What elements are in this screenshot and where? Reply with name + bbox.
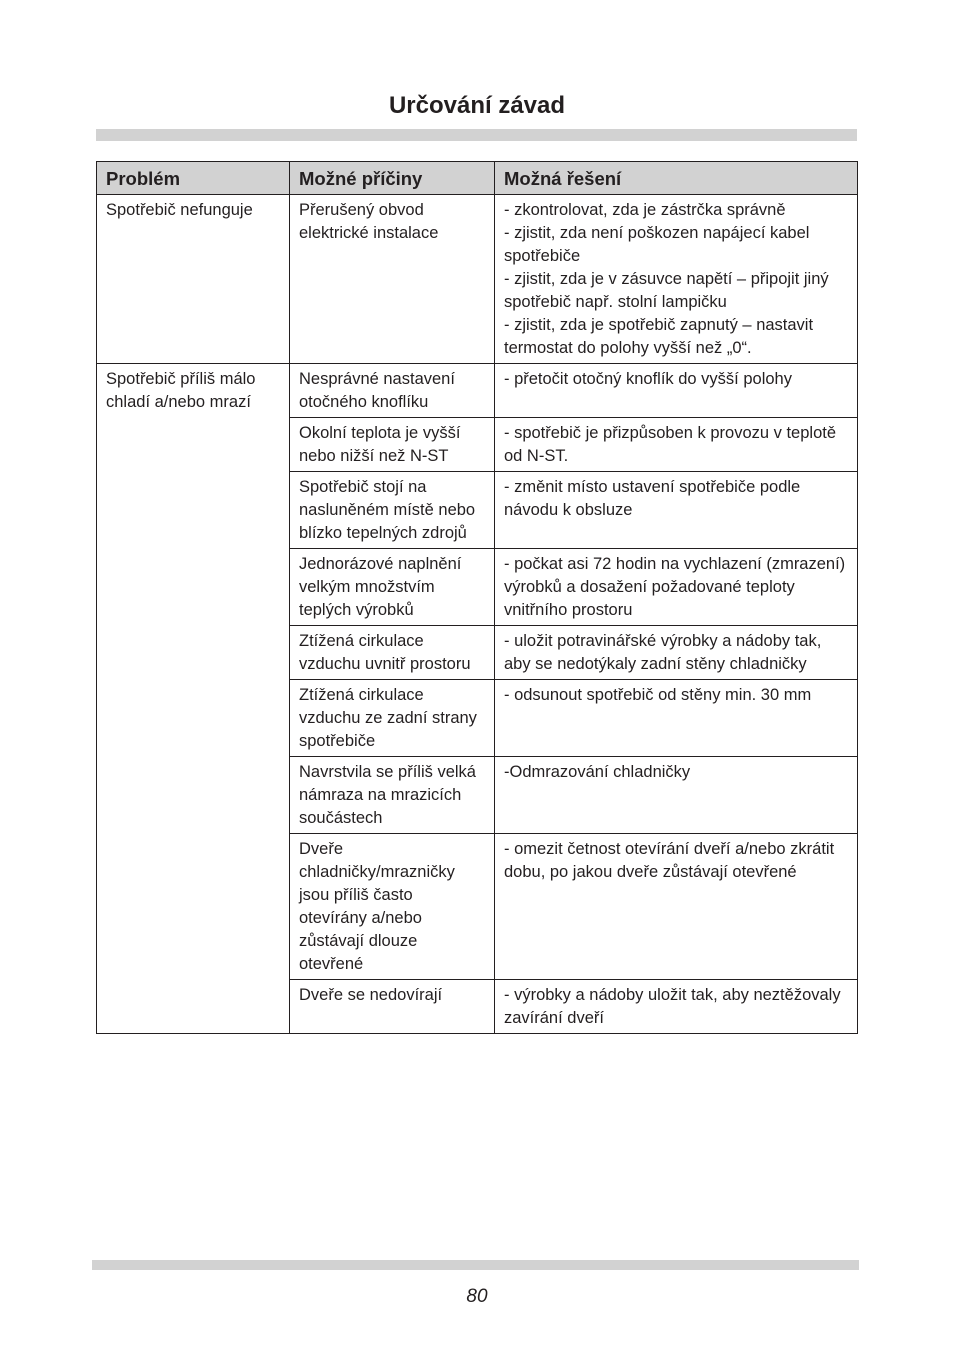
- problem-cell: Spotřebič příliš málo chladí a/nebo mrazí: [97, 364, 290, 1034]
- header-causes: Možné příčiny: [290, 162, 495, 195]
- cause-cell: Nesprávné nastavení otočného knoflíku: [290, 364, 495, 418]
- title-divider: [96, 129, 857, 141]
- cause-cell: Dveře chladničky/mrazničky jsou příliš často otevírány a/nebo zůstávají dlouze otevřené: [290, 834, 495, 980]
- cause-cell: Okolní teplota je vyšší nebo nižší než N-ST: [290, 418, 495, 472]
- solution-cell: - odsunout spotřebič od stěny min. 30 mm: [495, 680, 858, 757]
- table-header-row: [97, 162, 858, 195]
- header-problem: Problém: [97, 162, 290, 195]
- cause-cell: Spotřebič stojí na nasluněném místě nebo blízko tepelných zdrojů: [290, 472, 495, 549]
- solution-cell: - výrobky a nádoby uložit tak, aby neztěžovaly zavírání dveří: [495, 980, 858, 1034]
- table-row: [97, 364, 858, 418]
- solution-line: - zjistit, zda je v zásuvce napětí – připojit jiný spotřebič např. stolní lampičku: [504, 270, 829, 311]
- cause-cell: Navrstvila se příliš velká námraza na mrazicích součástech: [290, 757, 495, 834]
- table-row: [97, 195, 858, 364]
- troubleshooting-table: [96, 161, 858, 1034]
- cause-cell: Dveře se nedovírají: [290, 980, 495, 1034]
- cause-cell: Ztížená cirkulace vzduchu uvnitř prostoru: [290, 626, 495, 680]
- solution-cell: -Odmrazování chladničky: [495, 757, 858, 834]
- cause-cell: Přerušený obvod elektrické instalace: [290, 195, 495, 364]
- footer-divider: [92, 1260, 859, 1270]
- solution-cell: - přetočit otočný knoflík do vyšší polohy: [495, 364, 858, 418]
- page-number: 80: [466, 1286, 488, 1307]
- solution-line: - zjistit, zda není poškozen napájecí kabel spotřebiče: [504, 224, 810, 265]
- solution-line: - zkontrolovat, zda je zástrčka správně: [504, 201, 786, 219]
- solution-line: - zjistit, zda je spotřebič zapnutý – nastavit termostat do polohy vyšší než „0“.: [504, 316, 814, 357]
- problem-cell: Spotřebič nefunguje: [97, 195, 290, 364]
- solution-cell: - omezit četnost otevírání dveří a/nebo zkrátit dobu, po jakou dveře zůstávají otevřené: [495, 834, 858, 980]
- cause-cell: Jednorázové naplnění velkým množstvím teplých výrobků: [290, 549, 495, 626]
- header-solutions: Možná řešení: [495, 162, 858, 195]
- page-title: Určování závad: [388, 92, 566, 119]
- solution-cell: - počkat asi 72 hodin na vychlazení (zmrazení) výrobků a dosažení požadované teploty vnitřního prostoru: [495, 549, 858, 626]
- solution-cell: - změnit místo ustavení spotřebiče podle návodu k obsluze: [495, 472, 858, 549]
- cause-cell: Ztížená cirkulace vzduchu ze zadní strany spotřebiče: [290, 680, 495, 757]
- solution-cell: [495, 195, 858, 364]
- solution-cell: - uložit potravinářské výrobky a nádoby tak, aby se nedotýkaly zadní stěny chladničky: [495, 626, 858, 680]
- solution-cell: - spotřebič je přizpůsoben k provozu v teplotě od N-ST.: [495, 418, 858, 472]
